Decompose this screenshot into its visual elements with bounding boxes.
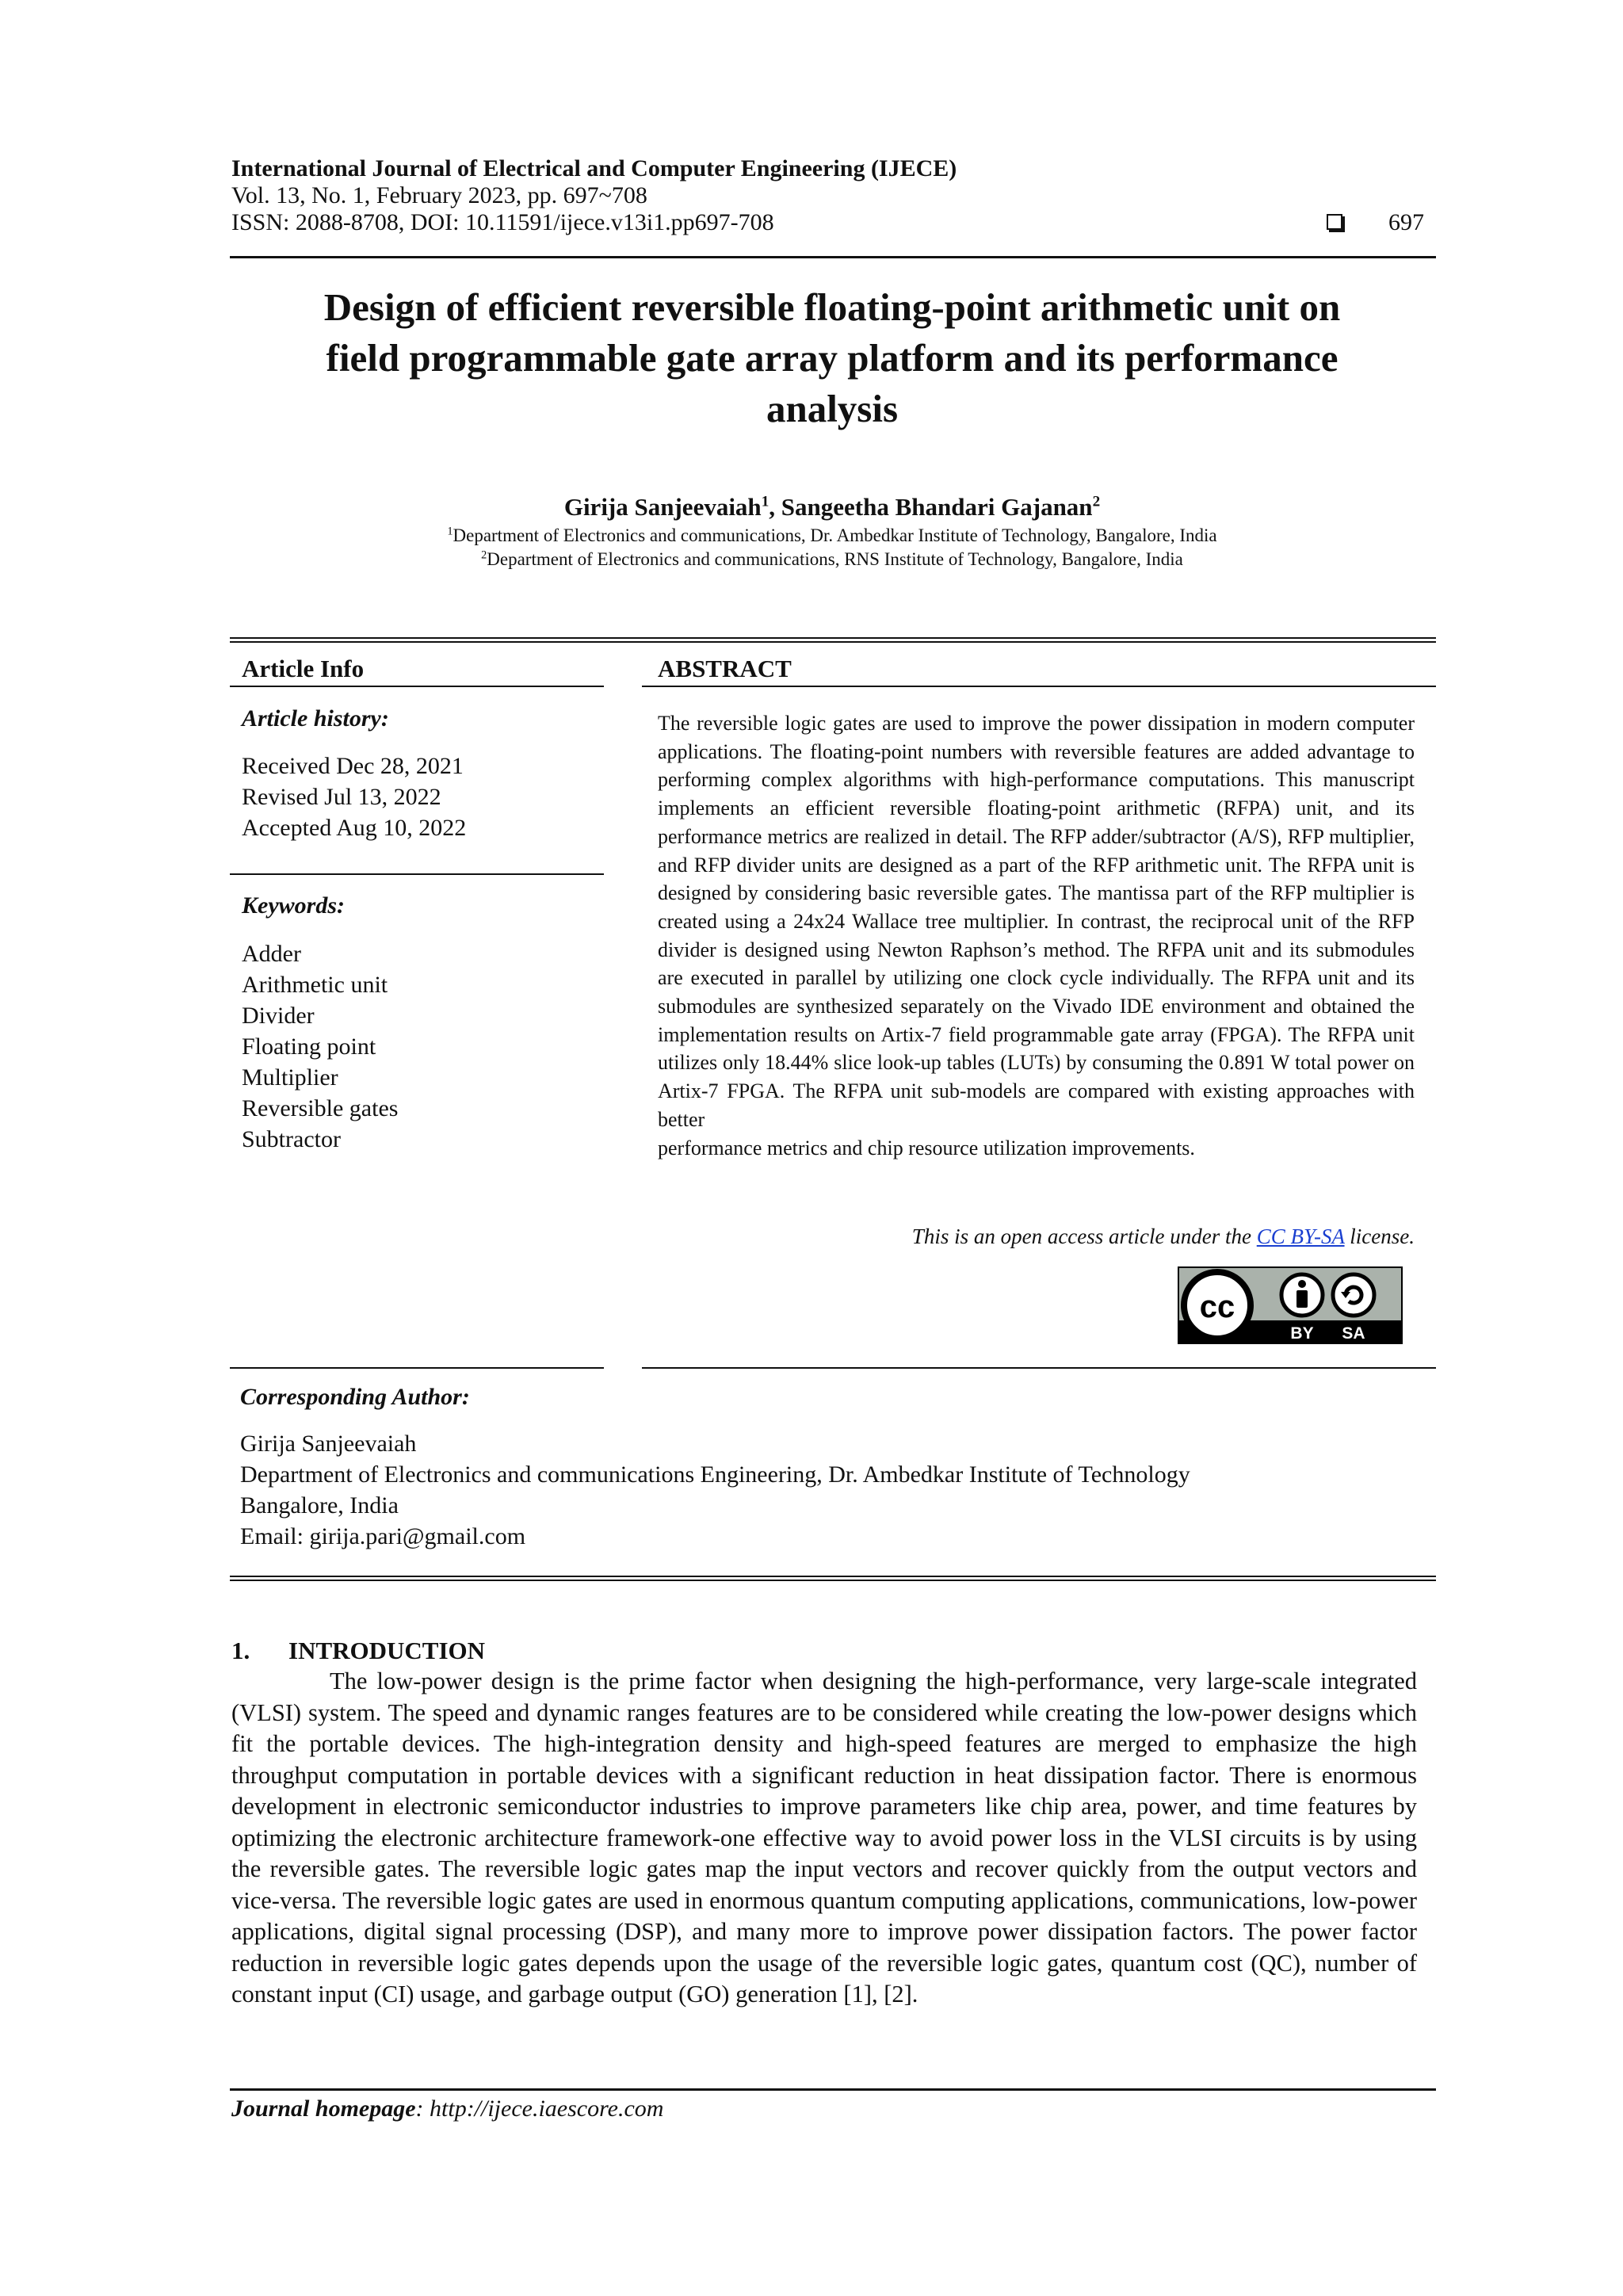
keywords-label: Keywords: bbox=[242, 892, 345, 919]
paper-title bbox=[198, 282, 1466, 434]
keyword-item: Subtractor bbox=[242, 1126, 341, 1152]
abstract-body bbox=[658, 709, 1415, 1162]
title-line: analysis bbox=[766, 387, 899, 430]
keywords-rule bbox=[230, 873, 604, 875]
author-name: Sangeetha Bhandari Gajanan bbox=[781, 493, 1093, 521]
corresponding-author-name: Girija Sanjeevaiah bbox=[240, 1431, 417, 1457]
corresponding-author-dept: Department of Electronics and communications Engineering, Dr. Ambedkar Institute of Technology bbox=[240, 1461, 1190, 1488]
author-affil-marker: 1 bbox=[761, 493, 769, 510]
keyword-item: Adder bbox=[242, 941, 301, 967]
abstract-rule bbox=[642, 686, 1436, 687]
affiliation-text: Department of Electronics and communications, RNS Institute of Technology, Bangalore, India bbox=[487, 549, 1183, 569]
license-line bbox=[658, 1224, 1415, 1249]
affiliation-2 bbox=[198, 549, 1466, 570]
title-line: field programmable gate array platform and its performance bbox=[326, 336, 1338, 380]
page-box-icon bbox=[1327, 214, 1342, 230]
cc-by-sa-icon[interactable] bbox=[1178, 1266, 1403, 1344]
history-item: Accepted Aug 10, 2022 bbox=[242, 815, 467, 841]
footer-label: Journal homepage bbox=[231, 2095, 416, 2122]
corresponding-author-email: Email: girija.pari@gmail.com bbox=[240, 1523, 526, 1549]
affil-marker: 2 bbox=[481, 548, 487, 562]
journal-header bbox=[231, 155, 1436, 236]
article-info-heading: Article Info bbox=[242, 655, 365, 682]
keyword-item: Multiplier bbox=[242, 1064, 338, 1091]
corresponding-author-label: Corresponding Author: bbox=[240, 1384, 470, 1410]
issn-row bbox=[231, 209, 1436, 236]
header-rule bbox=[230, 256, 1436, 258]
abstract-bottom-rule bbox=[642, 1367, 1436, 1369]
abstract-last-line: performance metrics and chip resource utilization improvements. bbox=[658, 1136, 1195, 1159]
section-title: INTRODUCTION bbox=[288, 1637, 486, 1664]
affiliation-1 bbox=[198, 525, 1466, 546]
article-history-list bbox=[242, 751, 466, 843]
article-history-label: Article history: bbox=[242, 705, 389, 732]
author-affil-marker: 2 bbox=[1092, 493, 1101, 510]
footer-url[interactable]: : http://ijece.iaescore.com bbox=[415, 2095, 664, 2122]
footer-rule bbox=[230, 2088, 1436, 2091]
keyword-item: Floating point bbox=[242, 1033, 376, 1060]
keyword-item: Reversible gates bbox=[242, 1095, 399, 1121]
author-name: Girija Sanjeevaiah bbox=[563, 493, 762, 521]
section-number: 1. bbox=[231, 1637, 250, 1664]
cc-sa-label: SA bbox=[1342, 1324, 1365, 1343]
journal-name: International Journal of Electrical and Computer Engineering (IJECE) bbox=[231, 155, 957, 181]
author-list bbox=[198, 493, 1466, 521]
license-link[interactable]: CC BY-SA bbox=[1256, 1224, 1345, 1248]
svg-text:cc: cc bbox=[1199, 1289, 1235, 1324]
keywords-list bbox=[242, 938, 398, 1155]
abstract-paragraph: The reversible logic gates are used to improve the power dissipation in modern computer applications. The floating-point numbers with reversible features are added advantage to performing complex algorithms with high-performance computations. This manuscript implements an efficient reversible floating-point arithmetic (RFPA) unit, and its performance metrics are realized in detail. The RFP adder/subtractor (A/S), RFP multiplier, and RFP divider units are designed as a part of the RFP arithmetic unit. The RFPA unit is designed by considering basic reversible gates. The mantissa part of the RFP multiplier is created using a 24x24 Wallace tree multiplier. In contrast, the reciprocal unit of the RFP divider is designed using Newton Raphson’s method. The RFPA unit and its submodules are executed in parallel by utilizing one clock cycle individually. The RFPA unit and its submodules are synthesized separately on the Vivado IDE environment and obtained the implementation results on Artix-7 field programmable gate array (FPGA). The RFPA unit utilizes only 18.44% slice look-up tables (LUTs) by consuming the 0.891 W total power on Artix-7 FPGA. The RFPA unit sub-models are compared with existing approaches with better bbox=[658, 712, 1415, 1131]
license-suffix: license. bbox=[1344, 1224, 1415, 1248]
volume-line: Vol. 13, No. 1, February 2023, pp. 697~708 bbox=[231, 182, 647, 208]
article-info-rule bbox=[230, 686, 604, 687]
keyword-item: Arithmetic unit bbox=[242, 972, 388, 998]
info-bottom-rule bbox=[230, 1576, 1436, 1581]
author-separator: , bbox=[769, 493, 781, 521]
history-item: Revised Jul 13, 2022 bbox=[242, 784, 441, 810]
cc-by-label: BY bbox=[1290, 1324, 1314, 1343]
corresponding-author-city: Bangalore, India bbox=[240, 1492, 399, 1519]
corresponding-rule bbox=[230, 1367, 604, 1369]
corresponding-author-block bbox=[240, 1384, 1429, 1552]
journal-homepage-footer bbox=[231, 2095, 663, 2122]
affil-marker: 1 bbox=[447, 525, 453, 538]
abstract-heading: ABSTRACT bbox=[658, 655, 792, 682]
license-prefix: This is an open access article under the bbox=[911, 1224, 1257, 1248]
introduction-paragraph: The low-power design is the prime factor when designing the high-performance, very large-scale integrated (VLSI) system. The speed and dynamic ranges features are to be considered while creating the low-power designs which fit the portable devices. The high-integration density and high-speed features are merged to emphasize the high throughput computation in portable devices with a significant reduction in heat dissipation factor. There is enormous development in electronic semiconductor industries to improve parameters like chip area, power, and time features by optimizing the electronic architecture framework-one effective way to avoid power loss in the VLSI circuits is by using the reversible gates. The reversible logic gates map the input vectors and recover quickly from the output vectors and vice-versa. The reversible logic gates are used in enormous quantum computing applications, communications, low-power applications, digital signal processing (DSP), and many more to improve power dissipation factors. The power factor reduction in reversible logic gates depends upon the usage of the reversible logic gates, quantum cost (QC), number of constant input (CI) usage, and garbage output (GO) generation [1], [2]. bbox=[231, 1668, 1417, 2008]
info-top-rule bbox=[230, 637, 1436, 643]
title-line: Design of efficient reversible floating-point arithmetic unit on bbox=[323, 285, 1341, 329]
history-item: Received Dec 28, 2021 bbox=[242, 753, 464, 779]
page-number: 697 bbox=[1388, 209, 1424, 235]
affiliation-text: Department of Electronics and communications, Dr. Ambedkar Institute of Technology, Bangalore, India bbox=[453, 525, 1217, 545]
issn-line: ISSN: 2088-8708, DOI: 10.11591/ijece.v13i1.pp697-708 bbox=[231, 209, 774, 235]
section-heading-introduction bbox=[231, 1637, 485, 1665]
keyword-item: Divider bbox=[242, 1003, 315, 1029]
